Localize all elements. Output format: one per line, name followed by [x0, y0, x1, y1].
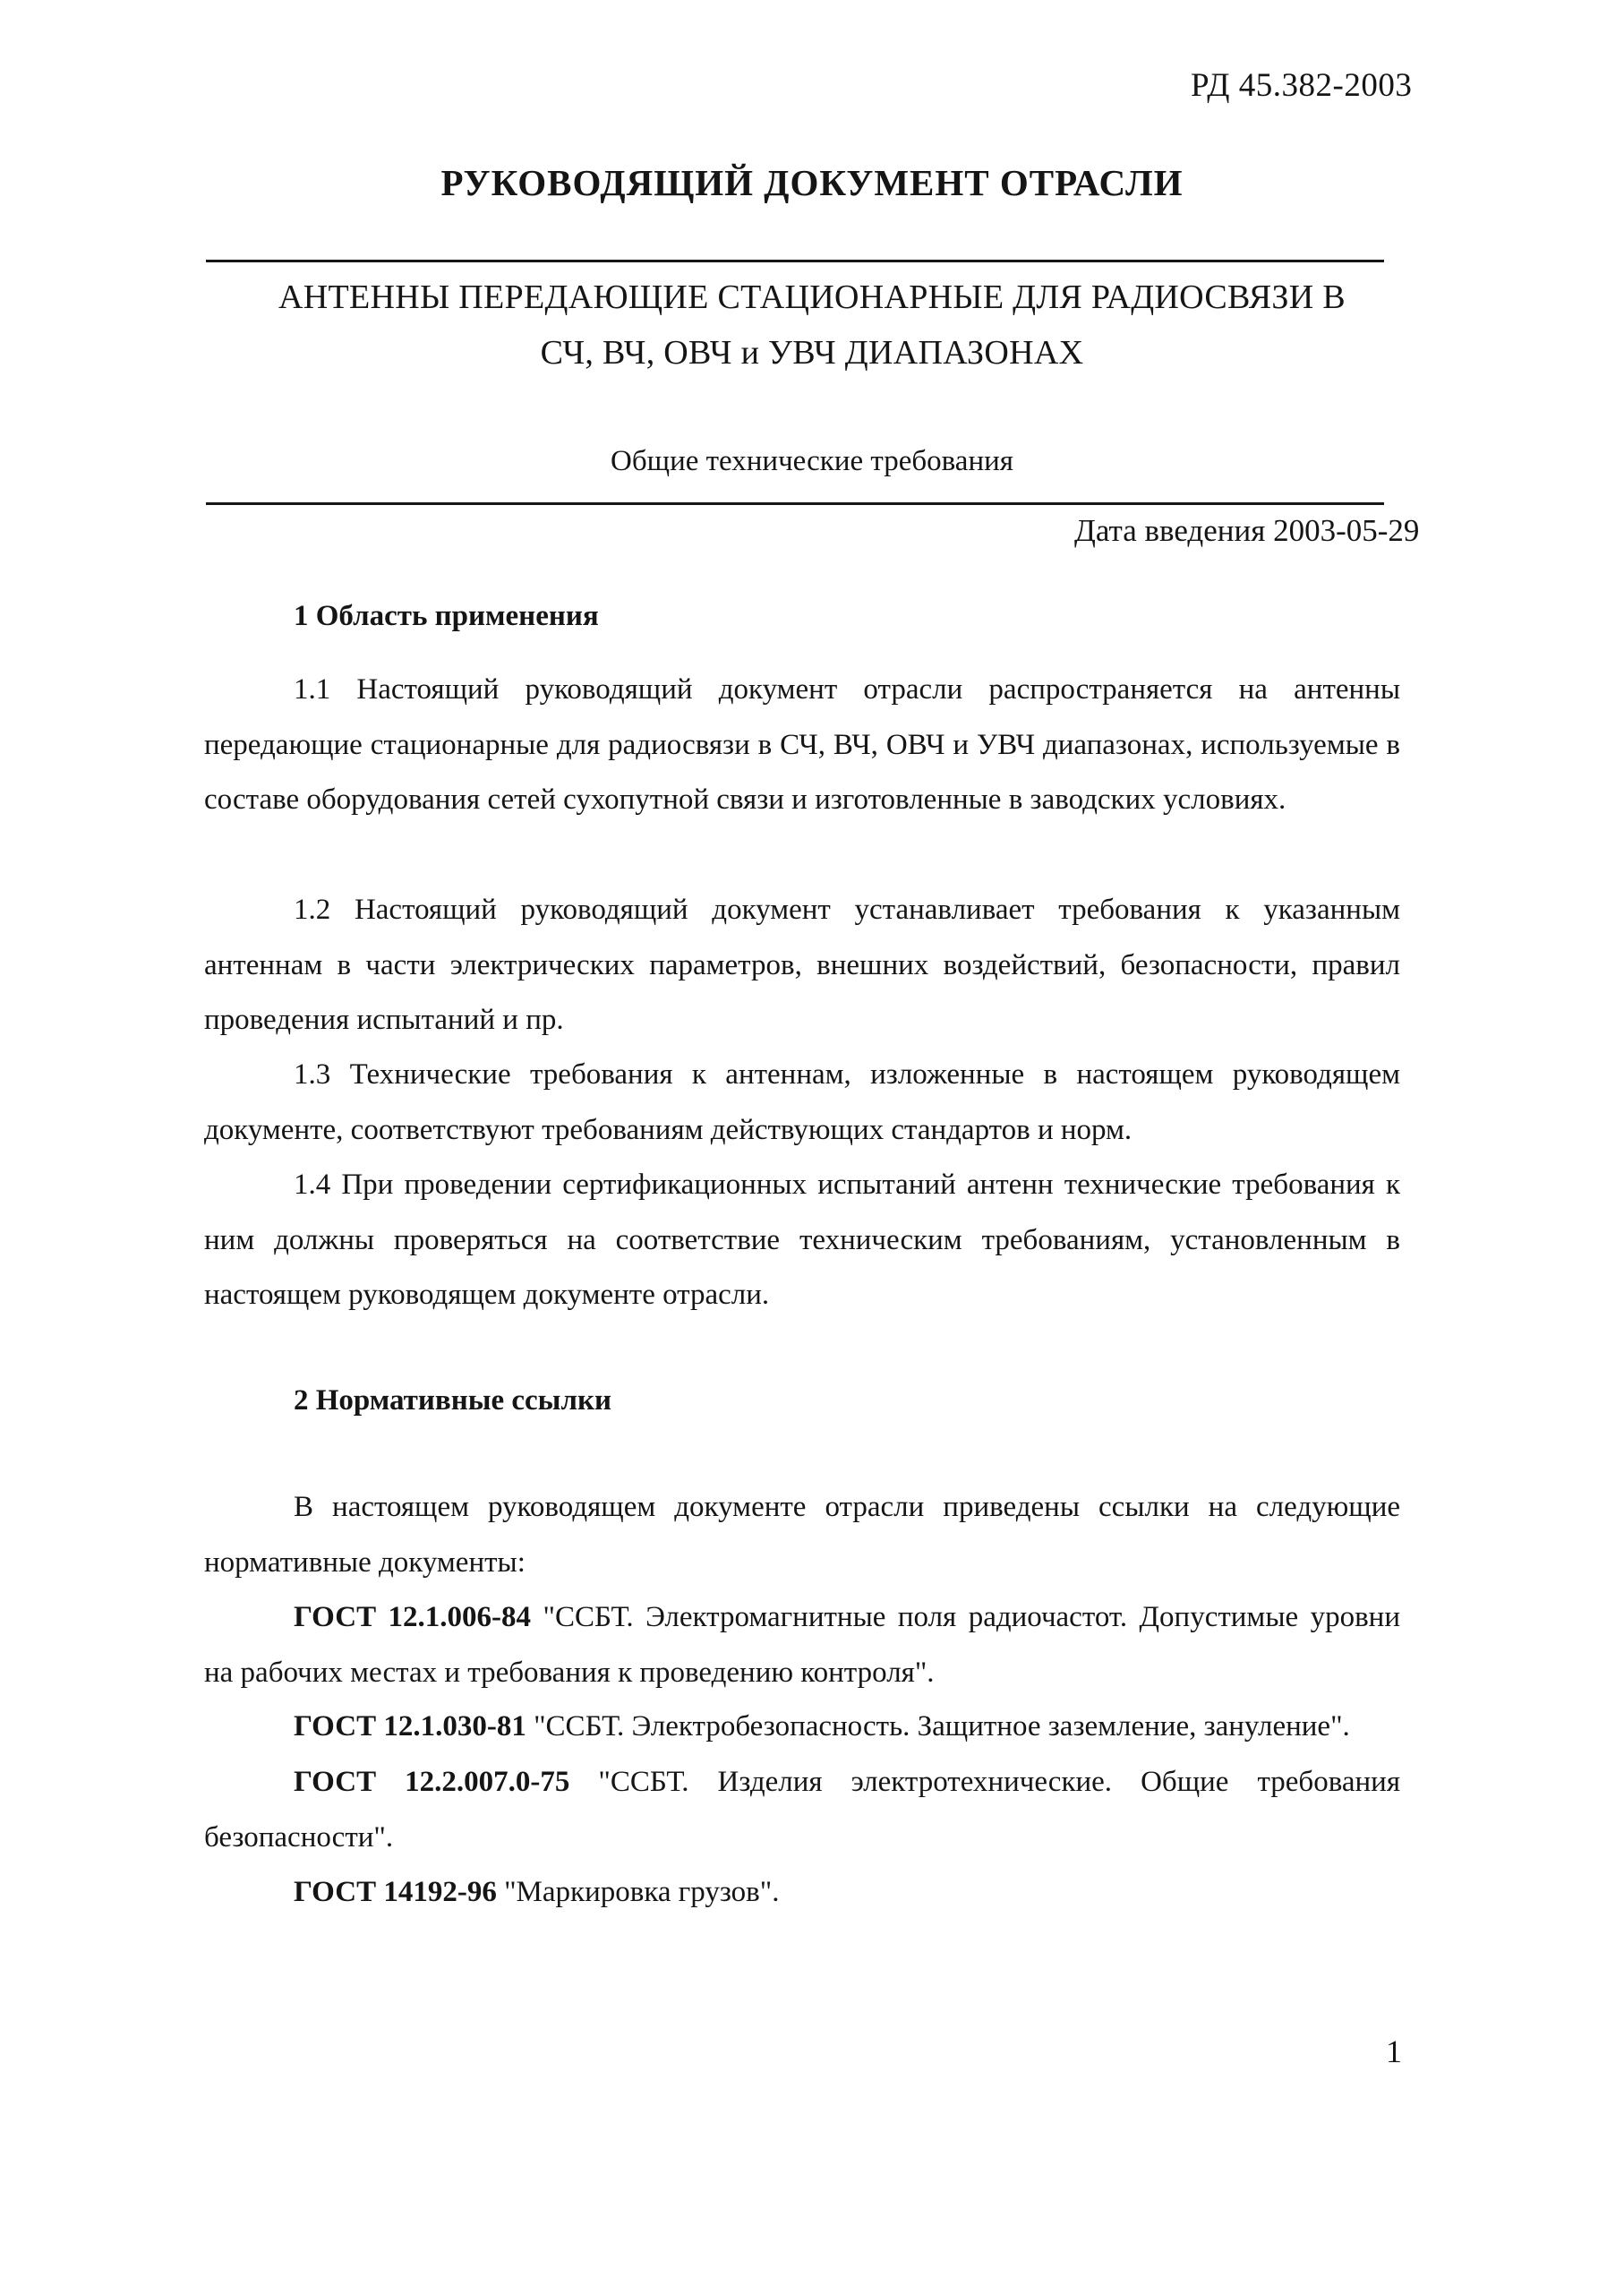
document-subtitle: Общие технические требования: [611, 445, 1013, 477]
document-title-line-1: АНТЕННЫ ПЕРЕДАЮЩИЕ СТАЦИОНАРНЫЕ ДЛЯ РАДИОСВЯЗИ В: [278, 278, 1346, 316]
reference-title: "ССБТ. Изделия электротехнические. Общие требования безопасности".: [204, 1766, 1401, 1854]
paragraph-1-1: 1.1 Настоящий руководящий документ отрасли распространяется на антенны передающие стационарные для радиосвязи в СЧ, ВЧ, ОВЧ и УВЧ диапазонах, используемые в составе оборудования сетей сухопутной связи и изготовленные в заводских условиях.: [204, 673, 1400, 817]
section-1-heading: 1 Область применения: [294, 600, 599, 632]
document-type-heading: РУКОВОДЯЩИЙ ДОКУМЕНТ ОТРАСЛИ: [440, 162, 1184, 203]
reference-title: "Маркировка грузов".: [496, 1876, 780, 1908]
reference-code: ГОСТ 12.2.007.0-75: [294, 1766, 570, 1798]
reference-code: ГОСТ 14192-96: [294, 1876, 497, 1908]
reference-item: [204, 1755, 1400, 1865]
paragraph-1-2: 1.2 Настоящий руководящий документ устанавливает требования к указанным антеннам в части электрических параметров, внешних воздействий, безопасности, правил проведения испытаний и пр.: [204, 894, 1400, 1037]
reference-item: [204, 1700, 1400, 1755]
reference-code: ГОСТ 12.1.006-84: [294, 1601, 532, 1633]
reference-code: ГОСТ 12.1.030-81: [294, 1710, 526, 1742]
bottom-divider: [206, 502, 1384, 505]
references-intro: В настоящем руководящем документе отрасли приведены ссылки на следующие нормативные документы:: [204, 1491, 1400, 1579]
document-title-line-2: СЧ, ВЧ, ОВЧ и УВЧ ДИАПАЗОНАХ: [540, 334, 1084, 372]
reference-item: [204, 1865, 1400, 1921]
top-divider: [206, 260, 1384, 262]
introduction-date: Дата введения 2003-05-29: [1074, 513, 1420, 548]
paragraph-1-3: 1.3 Технические требования к антеннам, изложенные в настоящем руководящем документе, соответствуют требованиям действующих стандартов и норм.: [204, 1058, 1400, 1146]
document-code: РД 45.382-2003: [1191, 67, 1413, 104]
reference-title: "ССБТ. Электробезопасность. Защитное заземление, зануление".: [526, 1710, 1350, 1742]
reference-title: "ССБТ. Электромагнитные поля радиочастот. Допустимые уровни на рабочих местах и требования к проведению контроля".: [204, 1601, 1400, 1689]
paragraph-1-4: 1.4 При проведении сертификационных испытаний антенн технические требования к ним должны проверяться на соответствие техническим требованиям, установленным в настоящем руководящем документе отрасли.: [204, 1169, 1400, 1312]
reference-item: [204, 1590, 1400, 1700]
page-number: 1: [1386, 2034, 1402, 2069]
section-2-heading: 2 Нормативные ссылки: [294, 1384, 611, 1417]
